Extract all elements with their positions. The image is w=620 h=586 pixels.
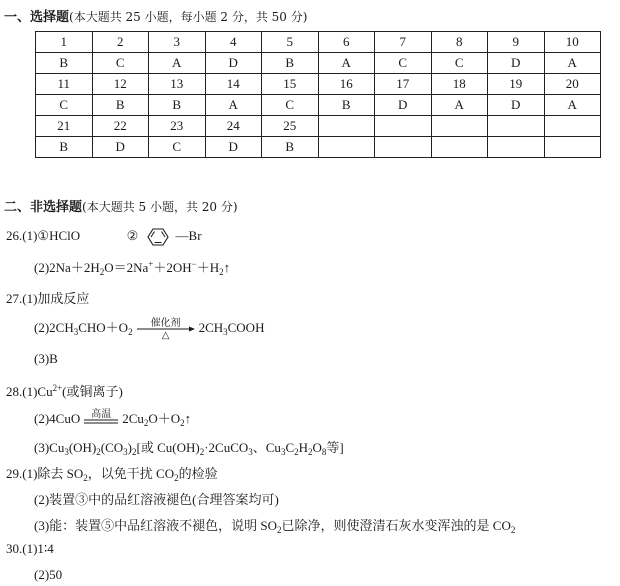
answer-cell: B <box>149 95 206 116</box>
q27-p2-b: CHO＋O <box>78 320 129 335</box>
q28-p1-b: (或铜离子) <box>62 384 123 399</box>
q27-part3 <box>34 351 58 367</box>
section-2-note: (本大题共 5 小题，共 20 分) <box>82 200 238 214</box>
question-number-cell <box>375 116 432 137</box>
q26-number: 26. <box>6 227 23 243</box>
q26-p1-mark: ② <box>126 227 139 243</box>
question-number-cell: 8 <box>431 32 488 53</box>
answer-cell: B <box>36 137 93 158</box>
q26-p2-c: ＋2OH <box>153 260 192 275</box>
answer-cell: A <box>318 53 375 74</box>
question-number-cell: 3 <box>149 32 206 53</box>
section-1-note: (本大题共 25 小题，每小题 2 分，共 50 分) <box>69 10 308 24</box>
q26-sup-plus: + <box>148 259 154 269</box>
q26-p2-b: O＝2Na <box>104 260 149 275</box>
question-number-cell: 23 <box>149 116 206 137</box>
q27-part1 <box>6 288 89 307</box>
q28-p2-b: 2Cu <box>122 411 144 426</box>
answer-cell: C <box>431 53 488 74</box>
q28-s2c: 2 <box>199 447 205 457</box>
q29-number: 29. <box>6 466 23 481</box>
q26-part1 <box>6 225 202 249</box>
answer-cell: C <box>36 95 93 116</box>
q28-p3-g: 、Cu <box>252 440 281 455</box>
answer-cell: D <box>205 53 262 74</box>
answer-cell: A <box>205 95 262 116</box>
question-number-cell: 4 <box>205 32 262 53</box>
high-temp-equals <box>83 408 119 432</box>
answer-cell: D <box>205 137 262 158</box>
q29-s2a: 2 <box>83 473 88 483</box>
question-number-row <box>36 32 601 53</box>
answer-cell: B <box>262 53 319 74</box>
q27-sub3: 3 <box>73 327 79 337</box>
question-number-cell: 14 <box>205 74 262 95</box>
question-number-cell <box>431 116 488 137</box>
answer-row <box>36 137 601 158</box>
q29-p1-c: 的检验 <box>178 466 218 481</box>
q28-p3-j: O <box>312 440 322 455</box>
q27-number: 27. <box>6 291 23 306</box>
q28-p3-a: (3)Cu <box>34 440 65 455</box>
question-number-cell: 5 <box>262 32 319 53</box>
q28-s3a: 3 <box>64 447 69 457</box>
question-number-cell: 7 <box>375 32 432 53</box>
q28-s2e: 2 <box>308 447 313 457</box>
benzene-ring-icon <box>142 225 176 249</box>
q28-p3-k: 等] <box>326 440 344 455</box>
answer-table <box>35 31 601 158</box>
section-2-heading <box>4 196 238 215</box>
q29-p3-a: (3)能：装置⑤中品红溶液不褪色，说明 SO <box>34 518 278 533</box>
question-number-cell: 6 <box>318 32 375 53</box>
q28-p2-sub2: 2 <box>180 418 185 428</box>
answer-cell: A <box>149 53 206 74</box>
q26-sub: 2 <box>99 267 105 277</box>
reaction-arrow <box>136 317 196 341</box>
q27-p2-d: COOH <box>227 320 265 335</box>
answer-cell <box>544 137 601 158</box>
up-arrow-icon: ↑ <box>184 411 192 426</box>
question-number-cell: 11 <box>36 74 93 95</box>
question-number-cell: 2 <box>92 32 149 53</box>
question-number-cell: 13 <box>149 74 206 95</box>
q29-p1-a: (1)除去 SO <box>22 466 84 481</box>
question-number-cell: 21 <box>36 116 93 137</box>
q28-p2-c: O＋O <box>148 411 181 426</box>
q28-part2 <box>34 408 191 432</box>
question-number-cell: 24 <box>205 116 262 137</box>
q30-p1: (1)1∶4 <box>22 541 54 556</box>
q28-p2-sub: 2 <box>143 418 149 428</box>
q29-part1 <box>6 463 218 482</box>
question-number-cell <box>318 116 375 137</box>
answer-cell: B <box>92 95 149 116</box>
q28-s3b: 3 <box>123 447 128 457</box>
q28-s8: 8 <box>321 447 327 457</box>
q26-p2-a: (2)2Na＋2H <box>34 260 100 275</box>
q29-s2c: 2 <box>277 525 282 535</box>
q30-part1 <box>6 541 54 557</box>
q28-s3c: 3 <box>248 447 253 457</box>
q26-sup-minus: − <box>191 259 197 269</box>
q27-sub3b: 3 <box>223 327 228 337</box>
answer-row <box>36 53 601 74</box>
answer-cell: B <box>36 53 93 74</box>
question-number-cell: 1 <box>36 32 93 53</box>
question-number-cell <box>488 116 545 137</box>
q28-s2d: 2 <box>294 447 299 457</box>
q28-s2b: 2 <box>132 447 137 457</box>
section-1-title: 一、选择题 <box>4 10 70 25</box>
q29-s2b: 2 <box>174 473 179 483</box>
q29-part2 <box>34 489 279 508</box>
question-number-cell: 22 <box>92 116 149 137</box>
question-number-cell: 25 <box>262 116 319 137</box>
question-number-cell: 12 <box>92 74 149 95</box>
question-number-cell: 19 <box>488 74 545 95</box>
q29-p3-b: 已除净，则使澄清石灰水变浑浊的是 CO <box>281 518 511 533</box>
q26-part2 <box>34 257 230 276</box>
q26-bromo-label: —Br <box>175 227 202 243</box>
question-number-cell: 17 <box>375 74 432 95</box>
answer-cell <box>318 137 375 158</box>
q28-p2-a: (2)4CuO <box>34 411 81 426</box>
q28-p1-sup: 2+ <box>52 383 63 393</box>
answer-cell: D <box>488 95 545 116</box>
question-number-cell: 18 <box>431 74 488 95</box>
answer-cell: C <box>92 53 149 74</box>
answer-cell: C <box>149 137 206 158</box>
q26-p1-text: (1)①HClO <box>22 227 81 243</box>
q28-part1 <box>6 381 123 400</box>
q28-s3d: 3 <box>280 447 286 457</box>
q26-p2-d: ＋H <box>196 260 220 275</box>
q28-p3-h: C <box>285 440 295 455</box>
high-temp-label: 高温 <box>91 409 112 421</box>
answer-cell: B <box>318 95 375 116</box>
q28-p1-a: (1)Cu <box>22 384 53 399</box>
q29-p1-b: ，以免干扰 CO <box>87 466 175 481</box>
answer-cell: C <box>375 53 432 74</box>
answer-cell: B <box>262 137 319 158</box>
section-1-heading <box>4 6 307 25</box>
q28-part3 <box>34 437 344 456</box>
answer-cell: D <box>488 53 545 74</box>
q27-p2-a: (2)2CH <box>34 320 74 335</box>
question-number-cell: 20 <box>544 74 601 95</box>
q27-part2 <box>34 317 264 341</box>
q28-p3-f: ·2CuCO <box>204 440 249 455</box>
q28-p3-i: H <box>298 440 308 455</box>
q30-p2: (2)50 <box>34 567 63 582</box>
heat-label: △ <box>161 330 170 342</box>
q27-p1: (1)加成反应 <box>22 291 90 306</box>
up-arrow-icon: ↑ <box>223 260 231 275</box>
answer-cell <box>431 137 488 158</box>
answer-cell: C <box>262 95 319 116</box>
q26-sub-h2: 2 <box>219 267 224 277</box>
q29-part3 <box>34 515 515 534</box>
question-number-cell <box>544 116 601 137</box>
question-number-row <box>36 116 601 137</box>
question-number-cell: 16 <box>318 74 375 95</box>
q28-s2a: 2 <box>96 447 101 457</box>
q30-number: 30. <box>6 541 23 556</box>
answer-cell <box>488 137 545 158</box>
q27-p3: (3)B <box>34 351 58 366</box>
answer-row <box>36 95 601 116</box>
q27-p2-c: 2CH <box>198 320 224 335</box>
section-2-title: 二、非选择题 <box>4 200 83 215</box>
q28-p3-e: [或 Cu(OH) <box>136 440 200 455</box>
answer-cell: D <box>375 95 432 116</box>
question-number-row <box>36 74 601 95</box>
question-number-cell: 15 <box>262 74 319 95</box>
q28-p3-c: (CO <box>100 440 124 455</box>
q28-p3-b: (OH) <box>68 440 97 455</box>
q29-p2: (2)装置③中的品红溶液褪色(合理答案均可) <box>34 492 279 507</box>
answer-cell: D <box>92 137 149 158</box>
question-number-cell: 9 <box>488 32 545 53</box>
answer-cell: A <box>544 95 601 116</box>
answer-cell <box>375 137 432 158</box>
q28-p3-d: ) <box>127 440 133 455</box>
answer-cell: A <box>544 53 601 74</box>
catalyst-label: 催化剂 <box>150 318 181 330</box>
q29-s2d: 2 <box>510 525 516 535</box>
q30-part2 <box>34 567 62 583</box>
question-number-cell: 10 <box>544 32 601 53</box>
answer-cell: A <box>431 95 488 116</box>
q27-sub2: 2 <box>128 327 133 337</box>
q28-number: 28. <box>6 384 23 399</box>
